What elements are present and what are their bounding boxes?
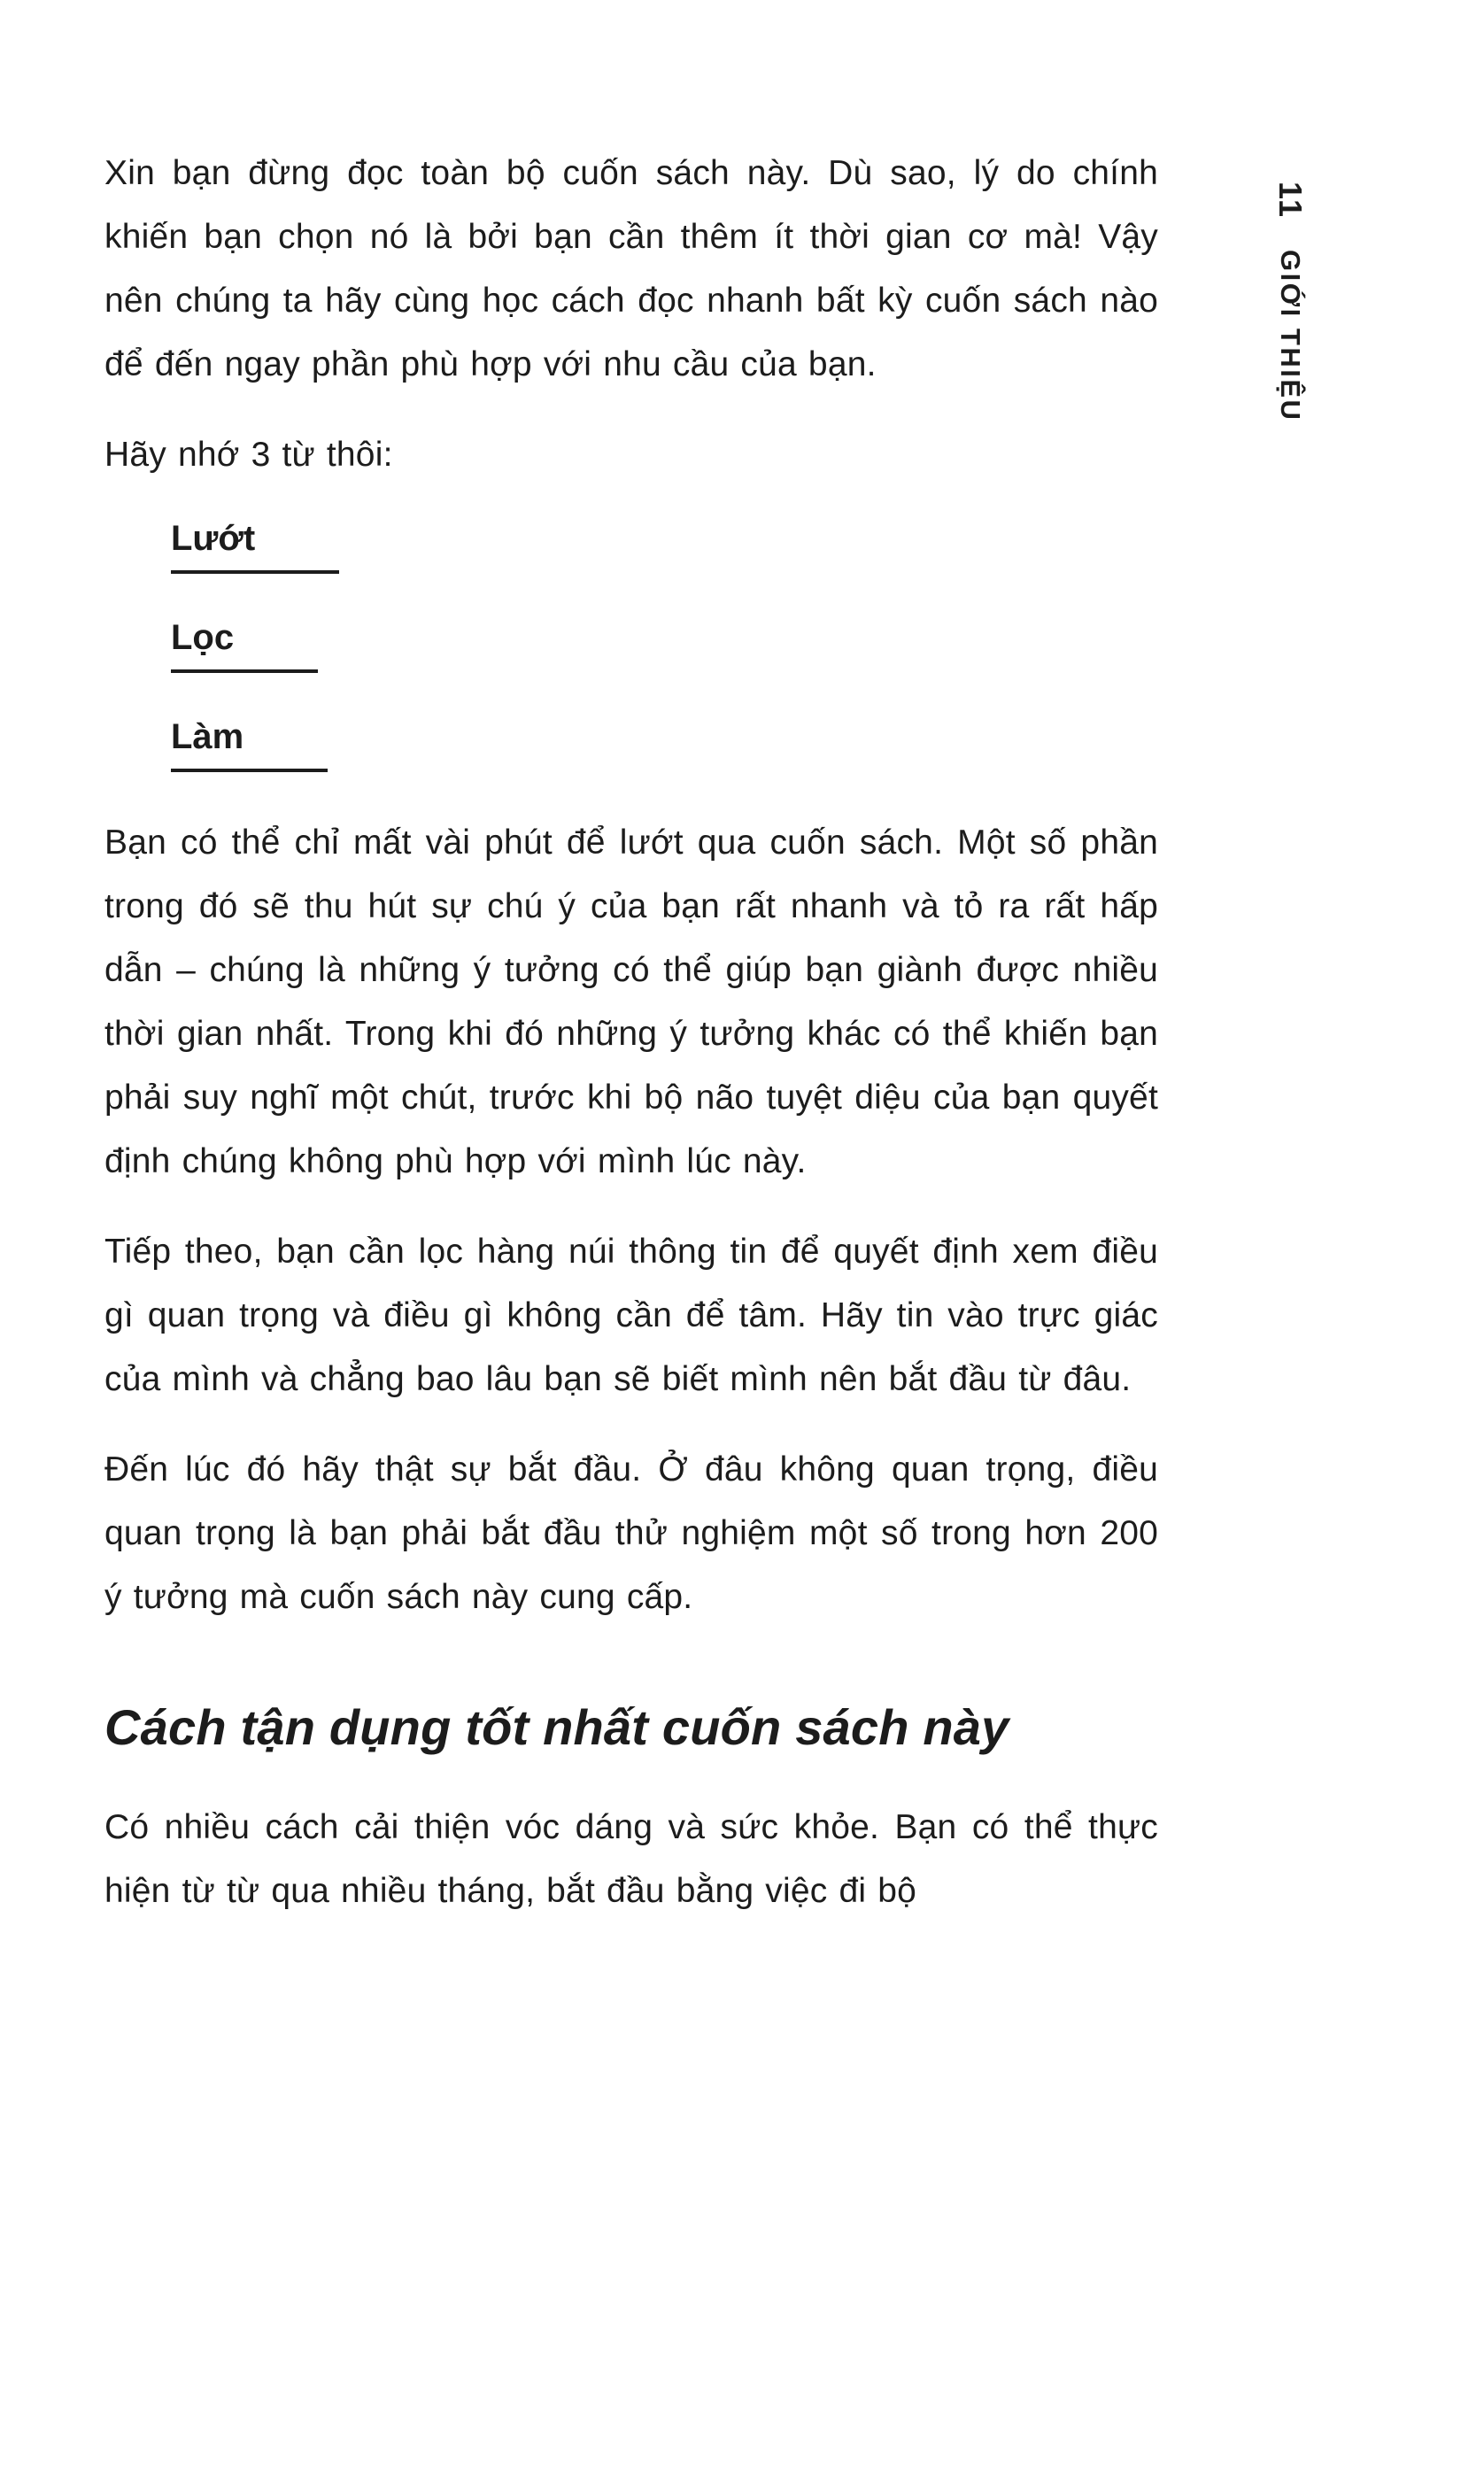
keyword-word: Lọc: [171, 613, 318, 673]
body-paragraph: Đến lúc đó hãy thật sự bắt đầu. Ở đâu không quan trọng, điều quan trọng là bạn phải bắt đầu thử nghiệm một số trong hơn 200 ý tưởng mà cuốn sách này cung cấp.: [104, 1450, 1158, 1616]
section-heading: Cách tận dụng tốt nhất cuốn sách này: [104, 1699, 1009, 1755]
body-paragraph: Tiếp theo, bạn cần lọc hàng núi thông tin để quyết định xem điều gì quan trọng và điều gì không cần để tâm. Hãy tin vào trực giác của mình và chẳng bao lâu bạn sẽ biết mình nên bắt đầu từ đâu.: [104, 1233, 1158, 1398]
body-paragraph: Bạn có thể chỉ mất vài phút để lướt qua cuốn sách. Một số phần trong đó sẽ thu hút sự chú ý của bạn rất nhanh và tỏ ra rất hấp dẫn – chúng là những ý tưởng có thể giúp bạn giành được nhiều thời gian nhất. Trong khi đó những ý tưởng khác có thể khiến bạn phải suy nghĩ một chút, trước khi bộ não tuyệt diệu của bạn quyết định chúng không phù hợp với mình lúc này.: [104, 824, 1158, 1180]
text-column: [104, 142, 1158, 1950]
keyword-list: [104, 514, 1158, 772]
page-number: 11: [1272, 182, 1309, 220]
body-paragraph: Có nhiều cách cải thiện vóc dáng và sức khỏe. Bạn có thể thực hiện từ từ qua nhiều tháng, bắt đầu bằng việc đi bộ: [104, 1808, 1158, 1910]
keyword-item: [171, 712, 1158, 772]
body-paragraph: Xin bạn đừng đọc toàn bộ cuốn sách này. Dù sao, lý do chính khiến bạn chọn nó là bởi bạn cần thêm ít thời gian cơ mà! Vậy nên chúng ta hãy cùng học cách đọc nhanh bất kỳ cuốn sách nào để đến ngay phần phù hợp với nhu cầu của bạn.: [104, 154, 1158, 383]
keyword-word: Làm: [171, 712, 328, 772]
keyword-item: [171, 613, 1158, 673]
keyword-word: Lướt: [171, 514, 339, 574]
keyword-item: [171, 514, 1158, 574]
section-title-vertical: GIỚI THIỆU: [1275, 249, 1306, 421]
running-head: [1271, 182, 1309, 421]
body-paragraph: Hãy nhớ 3 từ thôi:: [104, 436, 393, 474]
